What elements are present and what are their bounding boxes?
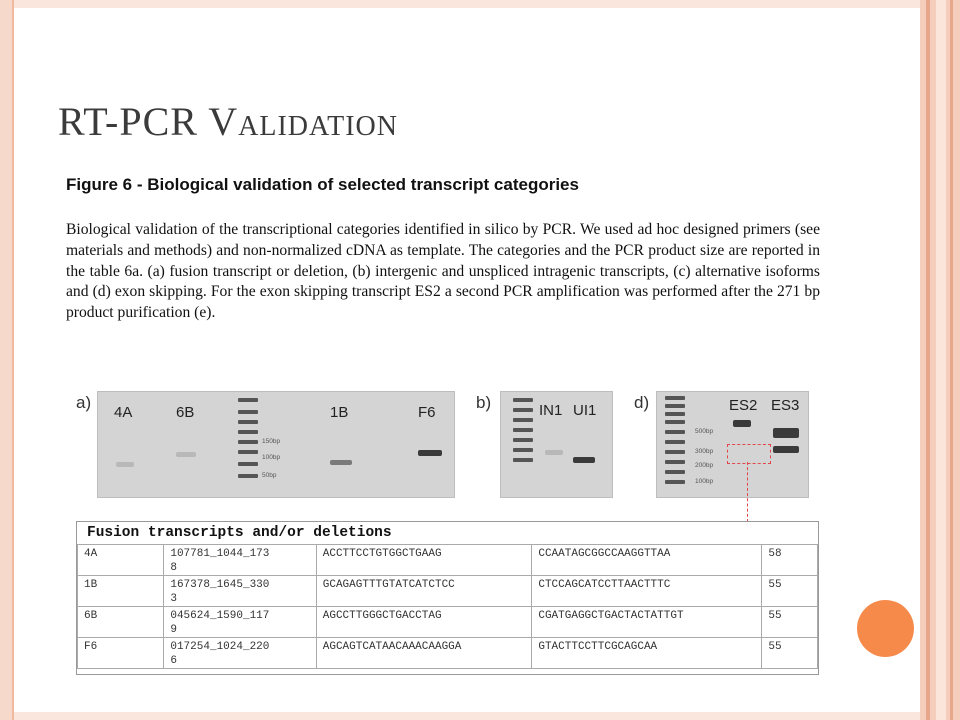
ladder-band (665, 404, 685, 408)
gel-panel-a (97, 391, 455, 498)
table-row (78, 576, 818, 607)
slide-frame-left (0, 0, 12, 720)
lane-label: 1B (330, 404, 349, 421)
ladder-band (238, 474, 258, 478)
ladder-band (665, 420, 685, 424)
ladder-band (513, 448, 533, 452)
ladder-band (665, 430, 685, 434)
gel-band (773, 446, 799, 453)
ladder-band (665, 412, 685, 416)
cell-reverse-primer: CGATGAGGCTGACTACTATTGT (532, 607, 762, 638)
cell-tm: 55 (762, 638, 818, 669)
ladder-band (238, 410, 258, 414)
lane-label: IN1 (539, 402, 563, 419)
slide-frame-right-stripe (936, 0, 946, 720)
slide-frame-right-stripe (950, 0, 953, 720)
slide-title (58, 98, 398, 145)
ladder-band (665, 450, 685, 454)
panel-d-label: d) (634, 393, 650, 412)
slide-frame-left-line (12, 0, 14, 720)
highlight-box (727, 444, 771, 464)
ladder-size-label: 150bp (262, 438, 281, 445)
ladder-band (238, 420, 258, 424)
slide-frame-right-stripe (926, 0, 930, 720)
cell-reverse-primer: CTCCAGCATCCTTAACTTTC (532, 576, 762, 607)
primer-table-grid (77, 544, 818, 669)
panel-a-label: a) (76, 393, 92, 412)
ladder-size-label: 100bp (695, 478, 714, 485)
cell-transcript: 017254_1024_220 6 (164, 638, 316, 669)
ladder-size-label: 100bp (262, 454, 281, 461)
cell-id: 6B (78, 607, 164, 638)
gel-panel-d (656, 391, 809, 498)
lane-label: ES2 (729, 397, 758, 414)
lane-label: F6 (418, 404, 436, 421)
gel-band (116, 462, 134, 467)
table-row (78, 545, 818, 576)
slide-frame-bottom (0, 712, 920, 720)
gel-band (545, 450, 563, 455)
table-row (78, 638, 818, 669)
slide-title-text: RT-PCR Validation (58, 99, 398, 144)
cell-tm: 58 (762, 545, 818, 576)
ladder-band (665, 460, 685, 464)
ladder-size-label: 300bp (695, 448, 714, 455)
cell-tm: 55 (762, 576, 818, 607)
ladder-size-label: 500bp (695, 428, 714, 435)
gel-band (176, 452, 196, 457)
cell-id: 1B (78, 576, 164, 607)
ladder-band (238, 398, 258, 402)
ladder-band (238, 462, 258, 466)
cell-forward-primer: AGCAGTCATAACAAACAAGGA (316, 638, 532, 669)
ladder-band (238, 440, 258, 444)
ladder-band (513, 418, 533, 422)
cell-id: F6 (78, 638, 164, 669)
panel-b-label: b) (476, 393, 492, 412)
cell-transcript: 107781_1044_173 8 (164, 545, 316, 576)
cell-transcript: 045624_1590_117 9 (164, 607, 316, 638)
cell-forward-primer: ACCTTCCTGTGGCTGAAG (316, 545, 532, 576)
cell-tm: 55 (762, 607, 818, 638)
lane-label: 6B (176, 404, 195, 421)
ladder-band (513, 438, 533, 442)
lane-label: UI1 (573, 402, 597, 419)
cell-transcript: 167378_1645_330 3 (164, 576, 316, 607)
primer-table-title: Fusion transcripts and/or deletions (87, 525, 392, 541)
gel-band (330, 460, 352, 465)
table-row (78, 607, 818, 638)
gel-band (773, 428, 799, 438)
ladder-band (513, 428, 533, 432)
ladder-band (665, 396, 685, 400)
ladder-size-label: 50bp (262, 472, 277, 479)
figure-heading: Figure 6 - Biological validation of selected transcript categories (66, 175, 579, 194)
cell-forward-primer: AGCCTTGGGCTGACCTAG (316, 607, 532, 638)
ladder-band (238, 430, 258, 434)
ladder-band (513, 408, 533, 412)
ladder-band (238, 450, 258, 454)
ladder-band (665, 480, 685, 484)
lane-label: 4A (114, 404, 133, 421)
gel-panel-b (500, 391, 613, 498)
primer-table (76, 521, 819, 675)
accent-dot (857, 600, 914, 657)
ladder-band (513, 458, 533, 462)
highlight-connector (747, 462, 748, 522)
cell-id: 4A (78, 545, 164, 576)
ladder-size-label: 200bp (695, 462, 714, 469)
lane-label: ES3 (771, 397, 800, 414)
ladder-band (665, 470, 685, 474)
gel-band (418, 450, 442, 456)
ladder-band (513, 398, 533, 402)
gel-band (733, 420, 751, 427)
slide-frame-top (0, 0, 920, 8)
cell-forward-primer: GCAGAGTTTGTATCATCTCC (316, 576, 532, 607)
cell-reverse-primer: CCAATAGCGGCCAAGGTTAA (532, 545, 762, 576)
ladder-band (665, 440, 685, 444)
cell-reverse-primer: GTACTTCCTTCGCAGCAA (532, 638, 762, 669)
figure-caption: Biological validation of the transcriptional categories identified in silico by PCR. We used ad hoc designed primers (see materials and methods) and non-normalized cDNA as template. The categories and the PCR product size are reported in the table 6a. (a) fusion transcript or deletion, (b) intergenic and unspliced intragenic transcripts, (c) alternative isoforms and (d) exon skipping. For the exon skipping transcript ES2 a second PCR amplification was performed after the 271 bp product purification (e). (66, 221, 820, 322)
gel-band (573, 457, 595, 463)
